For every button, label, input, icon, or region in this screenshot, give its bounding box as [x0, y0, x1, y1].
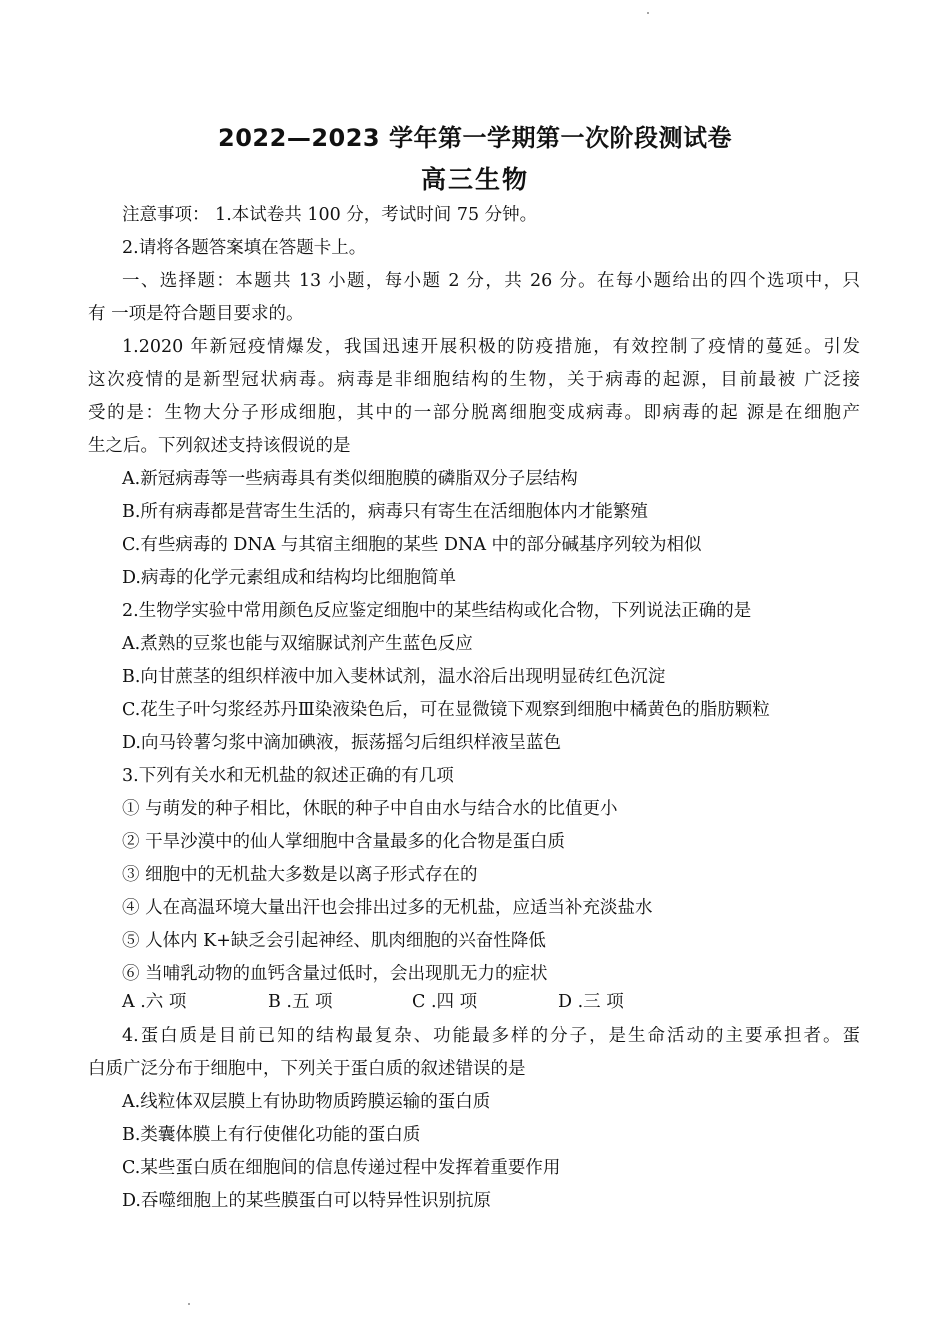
- q2-stem: 2.生物学实验中常用颜色反应鉴定细胞中的某些结构或化合物，下列说法正确的是: [122, 601, 752, 621]
- q4-stem-line-1: 4.蛋白质是目前已知的结构最复杂、功能最多样的分子，是生命活动的主要承担者。蛋: [122, 1026, 860, 1046]
- q3-stem: 3.下列有关水和无机盐的叙述正确的有几项: [122, 766, 454, 786]
- notes-line-1: 注意事项： 1.本试卷共 100 分，考试时间 75 分钟。: [122, 205, 538, 225]
- q3-choice-d: D .三 项: [558, 992, 624, 1012]
- section-heading-line-1: 一、选择题：本题共 13 小题，每小题 2 分，共 26 分。在每小题给出的四个选项中，只: [122, 271, 860, 291]
- q4-option-c: C.某些蛋白质在细胞间的信息传递过程中发挥着重要作用: [122, 1158, 561, 1178]
- scan-speck: [647, 12, 649, 14]
- q3-statement-4: ④ 人在高温环境大量出汗也会排出过多的无机盐，应适当补充淡盐水: [122, 898, 653, 918]
- q1-stem-line-2: 这次疫情的是新型冠状病毒。病毒是非细胞结构的生物，关于病毒的起源，目前最被 广泛接: [88, 370, 860, 390]
- q3-statement-2: ② 干旱沙漠中的仙人掌细胞中含量最多的化合物是蛋白质: [122, 832, 566, 852]
- q1-stem-line-1: 1.2020 年新冠疫情爆发，我国迅速开展积极的防疫措施，有效控制了疫情的蔓延。引发: [122, 337, 860, 357]
- notes-line-2: 2.请将各题答案填在答题卡上。: [122, 238, 367, 258]
- section-heading-line-2: 有 一项是符合题目要求的。: [88, 304, 304, 324]
- exam-title: 2022—2023 学年第一学期第一次阶段测试卷: [218, 124, 732, 152]
- q3-statement-6: ⑥ 当哺乳动物的血钙含量过低时，会出现肌无力的症状: [122, 964, 548, 984]
- q3-statement-1: ① 与萌发的种子相比，休眠的种子中自由水与结合水的比值更小: [122, 799, 618, 819]
- q1-stem-line-4: 生之后。下列叙述支持该假说的是: [88, 436, 351, 456]
- q1-option-c: C.有些病毒的 DNA 与其宿主细胞的某些 DNA 中的部分碱基序列较为相似: [122, 535, 702, 555]
- q4-option-a: A.线粒体双层膜上有协助物质跨膜运输的蛋白质: [122, 1092, 491, 1112]
- q4-option-d: D.吞噬细胞上的某些膜蛋白可以特异性识别抗原: [122, 1191, 491, 1211]
- q3-choice-a: A .六 项: [122, 992, 187, 1012]
- q4-option-b: B.类囊体膜上有行使催化功能的蛋白质: [122, 1125, 421, 1145]
- q2-option-c: C.花生子叶匀浆经苏丹Ⅲ染液染色后，可在显微镜下观察到细胞中橘黄色的脂肪颗粒: [122, 700, 770, 720]
- q2-option-a: A.煮熟的豆浆也能与双缩脲试剂产生蓝色反应: [122, 634, 473, 654]
- scan-speck: [188, 1303, 190, 1305]
- exam-subtitle: 高三生物: [420, 165, 529, 194]
- q3-choices: [122, 990, 624, 1014]
- q1-option-a: A.新冠病毒等一些病毒具有类似细胞膜的磷脂双分子层结构: [122, 469, 578, 489]
- q2-option-b: B.向甘蔗茎的组织样液中加入斐林试剂，温水浴后出现明显砖红色沉淀: [122, 667, 666, 687]
- q3-choice-c: C .四 项: [412, 992, 478, 1012]
- q3-statement-3: ③ 细胞中的无机盐大多数是以离子形式存在的: [122, 865, 478, 885]
- q2-option-d: D.向马铃薯匀浆中滴加碘液，振荡摇匀后组织样液呈蓝色: [122, 733, 561, 753]
- q3-choice-b: B .五 项: [268, 992, 333, 1012]
- q1-stem-line-3: 受的是：生物大分子形成细胞，其中的一部分脱离细胞变成病毒。即病毒的起 源是在细胞产: [88, 403, 860, 423]
- q1-option-b: B.所有病毒都是营寄生生活的，病毒只有寄生在活细胞体内才能繁殖: [122, 502, 648, 522]
- q1-option-d: D.病毒的化学元素组成和结构均比细胞简单: [122, 568, 456, 588]
- q3-statement-5: ⑤ 人体内 K+缺乏会引起神经、肌肉细胞的兴奋性降低: [122, 931, 546, 951]
- q4-stem-line-2: 白质广泛分布于细胞中，下列关于蛋白质的叙述错误的是: [88, 1059, 526, 1079]
